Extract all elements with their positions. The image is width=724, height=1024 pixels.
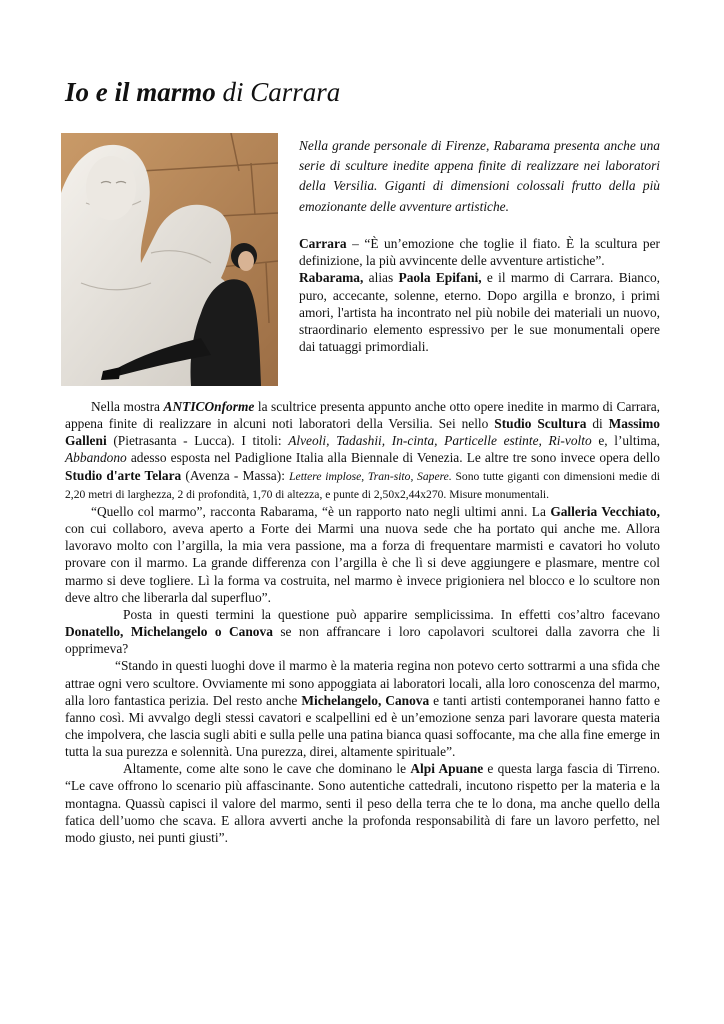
places-quote-paragraph: “Stando in questi luoghi dove il marmo è la materia regina non potevo certo sottrarmi a una sfida che attrae ogni vero scultore. Ovviamente mi sono appoggiata ai laboratori locali, alla loro conoscenza del marmo, alla loro fantastica perizia. Del resto anche Michelangelo, Canova e tanti artisti contemporanei hanno fatto e fanno così. Mi avvalgo degli stessi cavatori e scalpellini ed è un’emozione senza pari lavorare questa materia che impolvera, che lascia sugli abiti e sulla pelle una patina bianca quasi soffocante, ma che alla fine emerge in tutta la sua purezza e solennità. Una purezza, direi, altamente spirituale”. (65, 658, 660, 760)
studio-scultura: Studio Scultura (494, 416, 587, 432)
carrara-label: Carrara (299, 236, 347, 251)
rabarama-paragraph: Rabarama, alias Paola Epifani, e il marmo di Carrara. Bianco, puro, accecante, solenne, eterno. Dopo argilla e bronzo, i primi amori, l'artista ha incontrato nel più nobile dei materiali un nuovo, straordinario elemento espressivo per le sue monumentali opere dai tatuaggi primordiali. (299, 270, 660, 355)
article-body (65, 398, 660, 846)
studio-telara: Studio d'arte Telara (65, 467, 182, 483)
article-title (65, 78, 340, 108)
work-abbandono: Abbandono (65, 450, 127, 466)
artist-alias: Paola Epifani, (398, 270, 482, 286)
masters-paragraph: Posta in questi termini la questione può apparire semplicissima. In effetti cos’altro facevano Donatello, Michelangelo o Canova se non affrancare i loro capolavori scultorei dalla zavorra che li opprimeva? (65, 606, 660, 657)
side-column-text (299, 235, 660, 355)
works-list-1: Alveoli, Tadashii, In-cinta, Particelle estinte, Ri-volto (288, 433, 592, 449)
quarries-paragraph: Altamente, come alte sono le cave che dominano le Alpi Apuane e questa larga fascia di Tirreno. “Le cave offrono lo scenario più affascinante. Sono autentiche cattedrali, incutono rispetto per la materia e la montagna. Quassù capisci il valore del marmo, senti il peso della terra che te lo dona, ma anche quello della fatica dell’uomo che scava. E allora avverti anche la profonda responsabilità di fare un lavoro perfetto, nel modo giusto, nei punti giusti”. (65, 761, 660, 845)
exhibition-name: ANTICOnforme (163, 399, 255, 414)
masters-names-2: Michelangelo, Canova (301, 692, 430, 708)
dimensions-text: Sono tutte giganti con dimensioni medie di 2,20 metri di larghezza, 2 di profondità, 1,70 di altezza, e punte di 2,50x2,44x270. Misure monumentali. (65, 469, 661, 501)
rabarama-name: Rabarama, (299, 270, 364, 286)
massimo-galleni: Massimo Galleni (65, 416, 660, 449)
masters-names: Donatello, Michelangelo o Canova (65, 624, 273, 640)
title-rest: di Carrara (215, 77, 341, 107)
works-list-2: Lettere implose, Tran-sito, Sapere. (289, 469, 452, 483)
exhibition-paragraph: Nella mostra ANTICOnforme la scultrice presenta appunto anche otto opere inedite in marmo di Carrara, appena finite di realizzare in alcuni noti laboratori della Versilia. Sei nello Studio Scultura di Massimo Galleni (Pietrasanta - Lucca). I titoli: Alveoli, Tadashii, In-cinta, Particelle estinte, Ri-volto e, l’ultima, Abbandono adesso esposta nel Padiglione Italia alla Biennale di Venezia. Le altre tre sono invece opera dello Studio d'arte Telara (Avenza - Massa): Lettere implose, Tran-sito, Sapere. Sono tutte giganti con dimensioni medie di 2,20 metri di larghezza, 2 di profondità, 1,70 di altezza, e punte di 2,50x2,44x270. Misure monumentali. (65, 399, 661, 501)
galleria-vecchiato: Galleria Vecchiato, (550, 503, 660, 519)
alpi-apuane: Alpi Apuane (410, 761, 484, 777)
carrara-paragraph: Carrara – “È un’emozione che toglie il fiato. È la scultura per definizione, la più avvincente delle avventure artistiche”. (299, 236, 660, 269)
marble-quote-paragraph: “Quello col marmo”, racconta Rabarama, “è un rapporto nato negli ultimi anni. La Galleria Vecchiato, con cui collaboro, aveva aperto a Forte dei Marmi una nuova sede che ha portato qui anche me. Allora lavoravo molto con l’argilla, la mia vera passione, ma a forza di frequentare marmisti e cavatori ho voluto provare con il marmo. La grande differenza con l’argilla è che lì si deve aggiungere e plasmare, mentre col marmo si deve togliere. Lì la forma va costruita, nel marmo è invece prigioniera nel blocco e lo scultore non deve altro che liberarla dal superfluo”. (65, 503, 660, 605)
title-bold: Io e il marmo (65, 77, 216, 107)
intro-paragraph: Nella grande personale di Firenze, Rabarama presenta anche una serie di sculture inedite appena finite di realizzare nei laboratori della Versilia. Giganti di dimensioni colossali frutto della più emozionante delle avventure artistiche. (299, 138, 660, 214)
sculpture-photo (61, 133, 278, 386)
